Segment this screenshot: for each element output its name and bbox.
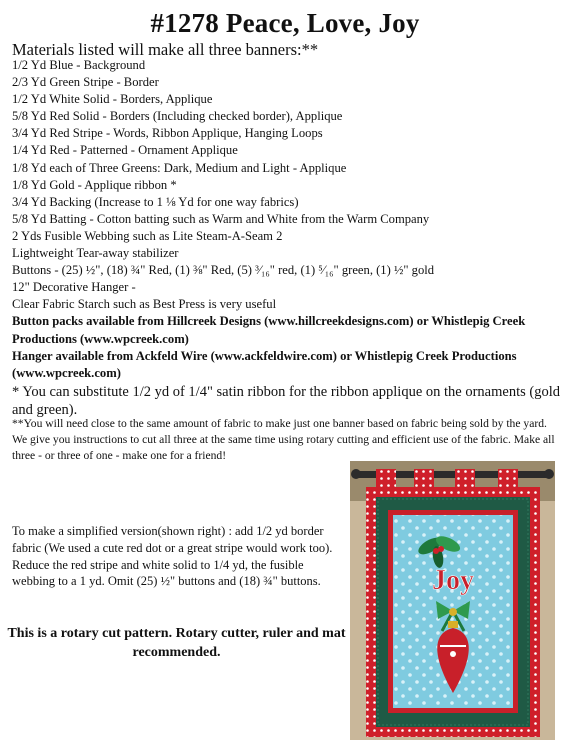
material-item: 1/8 Yd Gold - Applique ribbon * — [12, 177, 177, 192]
hanger-availability: Hanger available from Ackfeld Wire (www.ackfeldwire.com) or Whistlepig Creek Productions (www.wpcreek.com) — [12, 348, 517, 380]
material-item: Buttons - (25) ½", (18) ¾" Red, (1) ⅜" Red, (5) ³⁄₁₆" red, (1) ⁵⁄₁₆" green, (1) ½" gold — [12, 263, 435, 278]
hanger-end — [351, 469, 361, 479]
material-item: 3/4 Yd Backing (Increase to 1 ⅛ Yd for one way fabrics) — [12, 194, 299, 209]
material-item: 12" Decorative Hanger - — [12, 280, 136, 295]
button-pack-availability: Button packs available from Hillcreek Designs (www.hillcreekdesigns.com) or Whistlepig Creek Productions (www.wpcreek.com) — [12, 314, 526, 346]
material-item: Lightweight Tear-away stabilizer — [12, 246, 179, 261]
material-item: 1/8 Yd each of Three Greens: Dark, Medium and Light - Applique — [12, 160, 347, 175]
material-item: 1/2 Yd Blue - Background — [12, 58, 146, 72]
simplified-version-note: To make a simplified version(shown right) : add 1/2 yd border fabric (We used a cute red dot or a great stripe would work too). Reduce the red stripe and white solid to 1/4 yd, the fusible webbing to a 1 yd. Omit (25) ½" buttons and (18) ¾" buttons. — [12, 524, 333, 589]
material-item: 3/4 Yd Red Stripe - Words, Ribbon Applique, Hanging Loops — [12, 126, 323, 141]
page-title: #1278 Peace, Love, Joy — [150, 8, 420, 38]
material-item: 5/8 Yd Red Solid - Borders (Including checked border), Applique — [12, 109, 343, 124]
substitute-note: * You can substitute 1/2 yd of 1/4" satin ribbon for the ribbon applique on the ornaments (gold and green). — [12, 383, 560, 418]
material-item: 2/3 Yd Green Stripe - Border — [12, 75, 159, 90]
material-item: 5/8 Yd Batting - Cotton batting such as Warm and White from the Warm Company — [12, 211, 430, 226]
holly-berry — [438, 546, 444, 552]
hanger-end — [544, 469, 554, 479]
material-item: 1/2 Yd White Solid - Borders, Applique — [12, 92, 213, 107]
bow-button — [449, 608, 457, 616]
material-item: Clear Fabric Starch such as Best Press is very useful — [12, 297, 277, 312]
materials-heading: Materials listed will make all three banners:** — [12, 40, 319, 59]
fabric-note: **You will need close to the same amount of fabric to make just one banner based on fabric being sold by the yard. We give you instructions to cut all three at the same time using rotary cutting and efficient use of the fabric. Make all three - or three of one - make one for a friend! — [12, 417, 555, 462]
materials-list — [12, 57, 562, 419]
rotary-cut-note: This is a rotary cut pattern. Rotary cutter, ruler and mat recommended. — [7, 626, 346, 660]
joy-word: Joy — [432, 565, 474, 596]
banner-photo — [350, 461, 555, 740]
joy-banner-illustration — [350, 461, 555, 740]
ornament-dot — [450, 651, 456, 657]
ornament-cap — [448, 621, 458, 628]
material-item: 2 Yds Fusible Webbing such as Lite Steam-A-Seam 2 — [12, 228, 283, 243]
material-item: 1/4 Yd Red - Patterned - Ornament Applique — [12, 143, 238, 158]
